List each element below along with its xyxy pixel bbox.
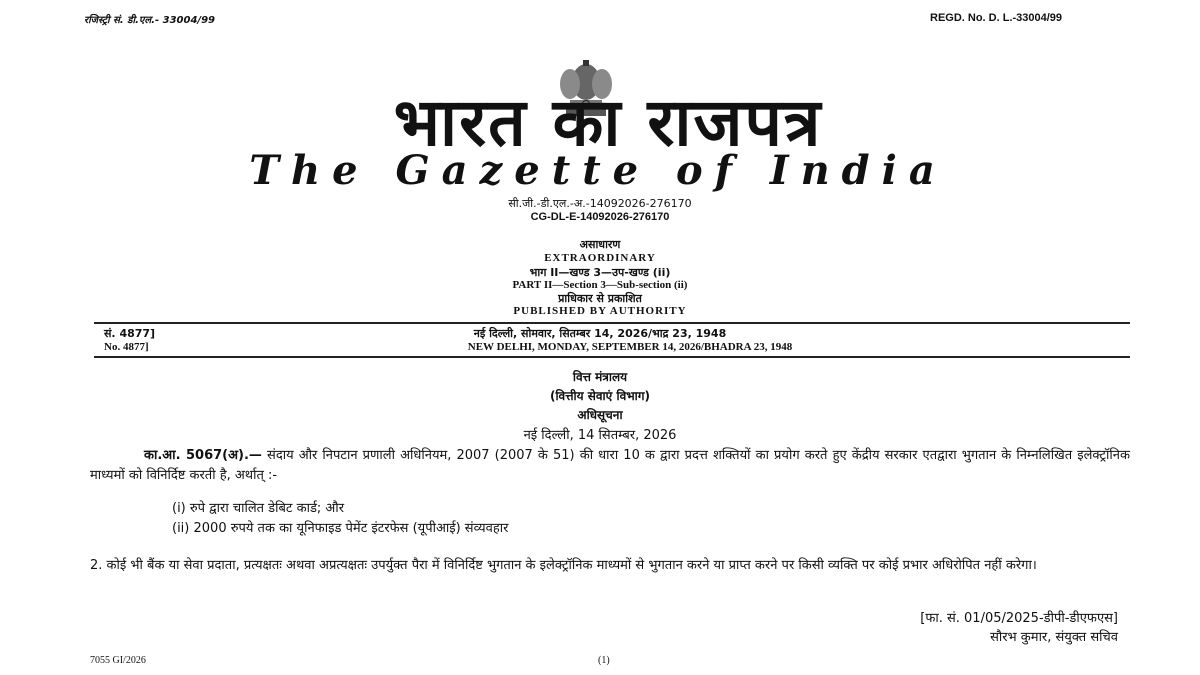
department-name: (वित्तीय सेवाएं विभाग) bbox=[549, 389, 651, 403]
notice-date: नई दिल्ली, 14 सितम्बर, 2026 bbox=[523, 428, 677, 443]
gazette-code-hindi: सी.जी.-डी.एल.-अ.-14092026-276170 bbox=[508, 197, 692, 210]
issue-date-hindi: नई दिल्ली, सोमवार, सितम्बर 14, 2026/भाद्र 23, 1948 bbox=[473, 327, 727, 340]
registration-number-hindi: रजिस्ट्री सं. डी.एल.- 33004/99 bbox=[84, 15, 215, 26]
extraordinary-english: EXTRAORDINARY bbox=[544, 252, 656, 264]
order-number: का.आ. 5067(अ).— bbox=[144, 448, 262, 463]
ministry-name: वित्त मंत्रालय bbox=[572, 370, 628, 384]
divider-bottom bbox=[94, 356, 1130, 358]
file-number: [फा. सं. 01/05/2025-डीपी-डीएफएस] bbox=[920, 611, 1118, 626]
notice-paragraph-2: 2. कोई भी बैंक या सेवा प्रदाता, प्रत्यक्षतः अथवा अप्रत्यक्षतः उपर्युक्त पैरा में विनिर्दिष्ट भुगतान के इलेक्ट्रॉनिक माध्यमों से भुगतान करने या प्राप्त करने पर किसी व्यक्ति पर कोई प्रभार अधिरोपित नहीं करेगा। bbox=[90, 558, 1037, 573]
divider-top bbox=[94, 322, 1130, 324]
gazette-code-english: CG-DL-E-14092026-276170 bbox=[530, 211, 670, 223]
authority-english: PUBLISHED BY AUTHORITY bbox=[513, 305, 687, 317]
notice-paragraph-1 bbox=[90, 446, 1130, 486]
signatory: सौरभ कुमार, संयुक्त सचिव bbox=[990, 630, 1118, 645]
list-item-1: (i) रुपे द्वारा चालित डेबिट कार्ड; और bbox=[172, 501, 345, 516]
issue-number-hindi: सं. 4877] bbox=[104, 327, 156, 340]
page-number: (1) bbox=[598, 655, 610, 666]
authority-hindi: प्राधिकार से प्रकाशित bbox=[558, 292, 642, 305]
gazette-title-hindi: भारत का राजपत्र bbox=[393, 84, 823, 161]
extraordinary-hindi: असाधारण bbox=[579, 238, 621, 251]
issue-number-english: No. 4877] bbox=[104, 341, 149, 353]
part-section-english: PART II—Section 3—Sub-section (ii) bbox=[512, 279, 688, 291]
paragraph-1-text: संदाय और निपटान प्रणाली अधिनियम, 2007 (2007 के 51) की धारा 10 क द्वारा प्रदत्त शक्तियों का प्रयोग करते हुए केंद्रीय सरकार एतद्वारा भुगतान के निम्नलिखित इलेक्ट्रॉनिक माध्यमों को विनिर्दिष्ट करती है, अर्थात् :- bbox=[90, 448, 1130, 483]
registration-number-english: REGD. No. D. L.-33004/99 bbox=[930, 12, 1063, 24]
gazette-title-english: The Gazette of India bbox=[249, 147, 947, 194]
part-section-hindi: भाग II—खण्ड 3—उप-खण्ड (ii) bbox=[529, 266, 671, 279]
issue-date-english: NEW DELHI, MONDAY, SEPTEMBER 14, 2026/BHADRA 23, 1948 bbox=[467, 341, 793, 353]
footer-code: 7055 GI/2026 bbox=[90, 655, 146, 666]
notice-type: अधिसूचना bbox=[577, 408, 623, 422]
list-item-2: (ii) 2000 रुपये तक का यूनिफाइड पेमेंट इंटरफेस (यूपीआई) संव्यवहार bbox=[172, 521, 509, 536]
